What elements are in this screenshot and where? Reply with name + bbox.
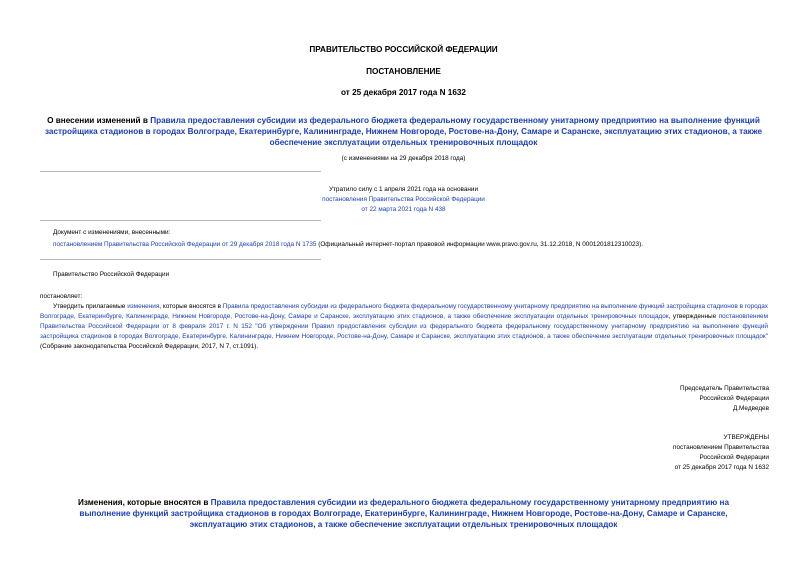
rules-link[interactable]: Правила предоставления субсидии из федерального бюджета федеральному государственному унитарному предприятию на выполнение функций застройщика стадионов в городах Волгограде, Екатеринбурге, Калининграде, Нижнем Новгороде, Ростове-на-Дону, Самаре и Саранске, эксплуатацию этих стадионов, а также обеспечение эксплуатации отдельных тренировочных площадок <box>40 303 768 320</box>
changes-title <box>52 497 755 530</box>
changes-title-prefix: Изменения, которые вносятся в <box>77 498 211 507</box>
approved-block <box>673 433 769 473</box>
document-type-heading: ПОСТАНОВЛЕНИЕ <box>366 67 441 76</box>
signature-block <box>680 384 769 414</box>
signature-position: Председатель Правительства <box>680 385 769 392</box>
title-rules-link[interactable]: Правила предоставления субсидии из федерального бюджета федеральному государственному унитарному предприятию на выполнение функций застройщика стадионов в городах Волгограде, Екатеринбурге, Калининграде, Нижнем Новгороде, Ростове-на-Дону, Самаре и Саранске, эксплуатацию этих стадионов, а также обеспечение эксплуатации отдельных тренировочных площадок <box>44 116 763 147</box>
decree-152-link[interactable]: постановлением Правительства Российской Федерации от 8 февраля 2017 г. N 152 "Об утверждении Правил предоставления субсидии из федерального бюджета федеральному государственному унитарному предприятию на выполнение функций застройщика стадионов в городах Волгограде, Екатеринбурге, Калининграде, Нижнем Новгороде, Ростове-на-Дону, Самаре и Саранске, эксплуатацию этих стадионов, а также обеспечение эксплуатации отдельных тренировочных площадок" <box>40 313 768 340</box>
divider <box>40 259 321 260</box>
document-date-number: от 25 декабря 2017 года N 1632 <box>341 88 466 97</box>
government-heading: ПРАВИТЕЛЬСТВО РОССИЙСКОЙ ФЕДЕРАЦИИ <box>309 45 498 54</box>
paragraph-end: (Собрание законодательства Российской Федерации, 2017, N 7, ст.1091). <box>40 343 259 350</box>
title-prefix: О внесении изменений в <box>47 116 151 125</box>
document-title <box>42 115 765 148</box>
approved-date-number: от 25 декабря 2017 года N 1632 <box>674 464 769 471</box>
decree-paragraph <box>40 302 768 352</box>
revision-note: (с изменениями на 29 декабря 2018 года) <box>341 155 466 162</box>
paragraph-mid-2: , утвержденные <box>668 313 719 320</box>
amendments-line <box>53 240 773 250</box>
signature-name: Д.Медведев <box>732 405 769 412</box>
approved-heading: УТВЕРЖДЕНЫ <box>723 434 769 441</box>
lost-force-decree-date-link[interactable]: от 22 марта 2021 года N 438 <box>361 206 446 213</box>
approved-by-decree: постановлением Правительства <box>673 444 769 451</box>
amendment-source: (Официальный интернет-портал правовой информации www.pravo.gov.ru, 31.12.2018, N 0001201812310023). <box>316 241 644 248</box>
changes-title-rules-link[interactable]: Правила предоставления субсидии из федерального бюджета федеральному государственному унитарному предприятию на выполнение функций застройщика стадионов в городах Волгограде, Екатеринбурге, Калининграде, Нижнем Новгороде, Ростове-на-Дону, Самаре и Саранске, эксплуатацию этих стадионов, а также обеспечение эксплуатации отдельных тренировочных площадок <box>79 498 730 529</box>
approved-country: Российской Федерации <box>699 454 769 461</box>
changes-link[interactable]: изменения <box>127 303 160 310</box>
paragraph-mid-1: , которые вносятся в <box>159 303 223 310</box>
divider <box>40 171 321 172</box>
issuer-name: Правительство Российской Федерации <box>53 271 170 278</box>
amendments-label: Документ с изменениями, внесенными: <box>53 229 171 236</box>
lost-force-decree-link[interactable]: постановления Правительства Российской Федерации <box>322 196 485 203</box>
decrees-word: постановляет: <box>40 293 83 300</box>
lost-force-block <box>0 185 807 215</box>
paragraph-start: Утвердить прилагаемые <box>53 303 128 310</box>
divider <box>40 220 321 221</box>
amendment-decree-link[interactable]: постановлением Правительства Российской Федерации от 29 декабря 2018 года N 1735 <box>53 241 317 248</box>
signature-country: Российской Федерации <box>699 395 769 402</box>
lost-force-line-1: Утратило силу с 1 апреля 2021 года на основании <box>328 186 479 193</box>
